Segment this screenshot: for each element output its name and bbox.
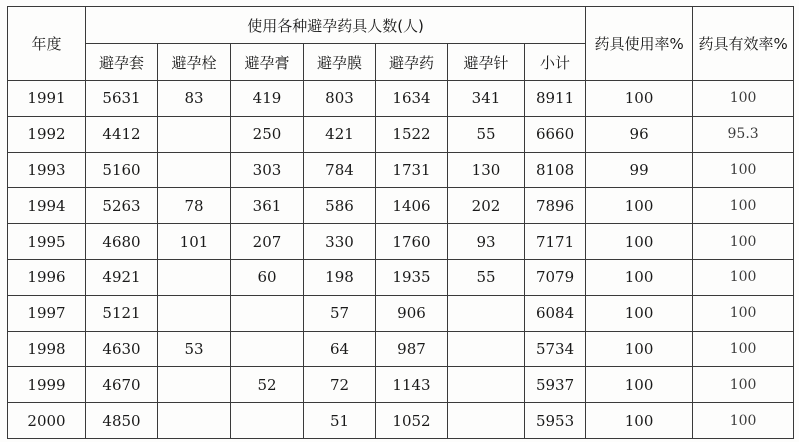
- cream-cell: 419: [231, 81, 304, 117]
- table-row: [8, 367, 794, 403]
- pill-cell: 1143: [376, 367, 448, 403]
- subtotal-cell: 5953: [525, 403, 586, 439]
- condom-cell: 5121: [86, 295, 158, 331]
- condom-cell: 4921: [86, 259, 158, 295]
- injection-cell: [448, 331, 525, 367]
- pill-cell: 1522: [376, 116, 448, 152]
- efficacy-rate-cell: 100: [693, 403, 794, 439]
- suppository-cell: [158, 367, 231, 403]
- pill-cell: 1760: [376, 224, 448, 260]
- usage-rate-cell: 96: [586, 116, 693, 152]
- pill-cell: 1634: [376, 81, 448, 117]
- pill-cell: 1935: [376, 259, 448, 295]
- film-cell: 421: [304, 116, 376, 152]
- subtotal-cell: 7896: [525, 188, 586, 224]
- subtotal-cell: 5734: [525, 331, 586, 367]
- year-cell: 1998: [8, 331, 86, 367]
- year-cell: 1995: [8, 224, 86, 260]
- usage-rate-cell: 99: [586, 152, 693, 188]
- group-header: 使用各种避孕药具人数(人): [86, 7, 586, 44]
- injection-cell: 55: [448, 259, 525, 295]
- film-cell: 330: [304, 224, 376, 260]
- table-body: [8, 81, 794, 439]
- usage-rate-header: 药具使用率%: [586, 7, 693, 81]
- table-row: [8, 295, 794, 331]
- method-header-condom: 避孕套: [86, 44, 158, 81]
- condom-cell: 5160: [86, 152, 158, 188]
- header-row-top: [8, 7, 794, 44]
- table-row: [8, 188, 794, 224]
- usage-rate-cell: 100: [586, 81, 693, 117]
- injection-cell: [448, 295, 525, 331]
- subtotal-cell: 5937: [525, 367, 586, 403]
- efficacy-rate-cell: 95.3: [693, 116, 794, 152]
- suppository-cell: 78: [158, 188, 231, 224]
- condom-cell: 5263: [86, 188, 158, 224]
- film-cell: 784: [304, 152, 376, 188]
- pill-cell: 1731: [376, 152, 448, 188]
- subtotal-cell: 6084: [525, 295, 586, 331]
- method-header-pill: 避孕药: [376, 44, 448, 81]
- condom-cell: 4630: [86, 331, 158, 367]
- table-row: [8, 259, 794, 295]
- pill-cell: 906: [376, 295, 448, 331]
- pill-cell: 1052: [376, 403, 448, 439]
- efficacy-rate-cell: 100: [693, 188, 794, 224]
- suppository-cell: 53: [158, 331, 231, 367]
- cream-cell: 60: [231, 259, 304, 295]
- subtotal-cell: 7079: [525, 259, 586, 295]
- efficacy-rate-cell: 100: [693, 295, 794, 331]
- year-cell: 1994: [8, 188, 86, 224]
- cream-cell: 303: [231, 152, 304, 188]
- subtotal-cell: 6660: [525, 116, 586, 152]
- method-header-suppository: 避孕栓: [158, 44, 231, 81]
- condom-cell: 4670: [86, 367, 158, 403]
- table-row: [8, 224, 794, 260]
- subtotal-cell: 8108: [525, 152, 586, 188]
- year-cell: 1997: [8, 295, 86, 331]
- condom-cell: 4850: [86, 403, 158, 439]
- year-cell: 1999: [8, 367, 86, 403]
- condom-cell: 4680: [86, 224, 158, 260]
- film-cell: 64: [304, 331, 376, 367]
- year-header: 年度: [8, 7, 86, 81]
- efficacy-rate-cell: 100: [693, 367, 794, 403]
- year-cell: 1996: [8, 259, 86, 295]
- suppository-cell: 83: [158, 81, 231, 117]
- usage-rate-cell: 100: [586, 224, 693, 260]
- efficacy-rate-header: 药具有效率%: [693, 7, 794, 81]
- suppository-cell: [158, 295, 231, 331]
- suppository-cell: [158, 259, 231, 295]
- cream-cell: [231, 331, 304, 367]
- pill-cell: 1406: [376, 188, 448, 224]
- table-row: [8, 116, 794, 152]
- injection-cell: [448, 367, 525, 403]
- table-row: [8, 403, 794, 439]
- table-row: [8, 331, 794, 367]
- cream-cell: [231, 295, 304, 331]
- year-cell: 1993: [8, 152, 86, 188]
- cream-cell: [231, 403, 304, 439]
- suppository-cell: [158, 403, 231, 439]
- contraceptive-usage-table: [7, 6, 794, 439]
- table-row: [8, 152, 794, 188]
- film-cell: 198: [304, 259, 376, 295]
- film-cell: 586: [304, 188, 376, 224]
- method-header-film: 避孕膜: [304, 44, 376, 81]
- cream-cell: 52: [231, 367, 304, 403]
- injection-cell: 130: [448, 152, 525, 188]
- usage-rate-cell: 100: [586, 331, 693, 367]
- injection-cell: 55: [448, 116, 525, 152]
- subtotal-cell: 7171: [525, 224, 586, 260]
- pill-cell: 987: [376, 331, 448, 367]
- injection-cell: 93: [448, 224, 525, 260]
- method-header-subtotal: 小计: [525, 44, 586, 81]
- cream-cell: 207: [231, 224, 304, 260]
- film-cell: 803: [304, 81, 376, 117]
- suppository-cell: [158, 152, 231, 188]
- condom-cell: 4412: [86, 116, 158, 152]
- table-row: [8, 81, 794, 117]
- method-header-cream: 避孕膏: [231, 44, 304, 81]
- injection-cell: 202: [448, 188, 525, 224]
- year-cell: 2000: [8, 403, 86, 439]
- efficacy-rate-cell: 100: [693, 81, 794, 117]
- year-cell: 1992: [8, 116, 86, 152]
- film-cell: 57: [304, 295, 376, 331]
- film-cell: 51: [304, 403, 376, 439]
- injection-cell: 341: [448, 81, 525, 117]
- method-header-injection: 避孕针: [448, 44, 525, 81]
- film-cell: 72: [304, 367, 376, 403]
- usage-rate-cell: 100: [586, 188, 693, 224]
- subtotal-cell: 8911: [525, 81, 586, 117]
- year-cell: 1991: [8, 81, 86, 117]
- suppository-cell: [158, 116, 231, 152]
- efficacy-rate-cell: 100: [693, 224, 794, 260]
- efficacy-rate-cell: 100: [693, 259, 794, 295]
- usage-rate-cell: 100: [586, 295, 693, 331]
- cream-cell: 361: [231, 188, 304, 224]
- cream-cell: 250: [231, 116, 304, 152]
- efficacy-rate-cell: 100: [693, 331, 794, 367]
- efficacy-rate-cell: 100: [693, 152, 794, 188]
- injection-cell: [448, 403, 525, 439]
- usage-rate-cell: 100: [586, 403, 693, 439]
- suppository-cell: 101: [158, 224, 231, 260]
- usage-rate-cell: 100: [586, 367, 693, 403]
- condom-cell: 5631: [86, 81, 158, 117]
- usage-rate-cell: 100: [586, 259, 693, 295]
